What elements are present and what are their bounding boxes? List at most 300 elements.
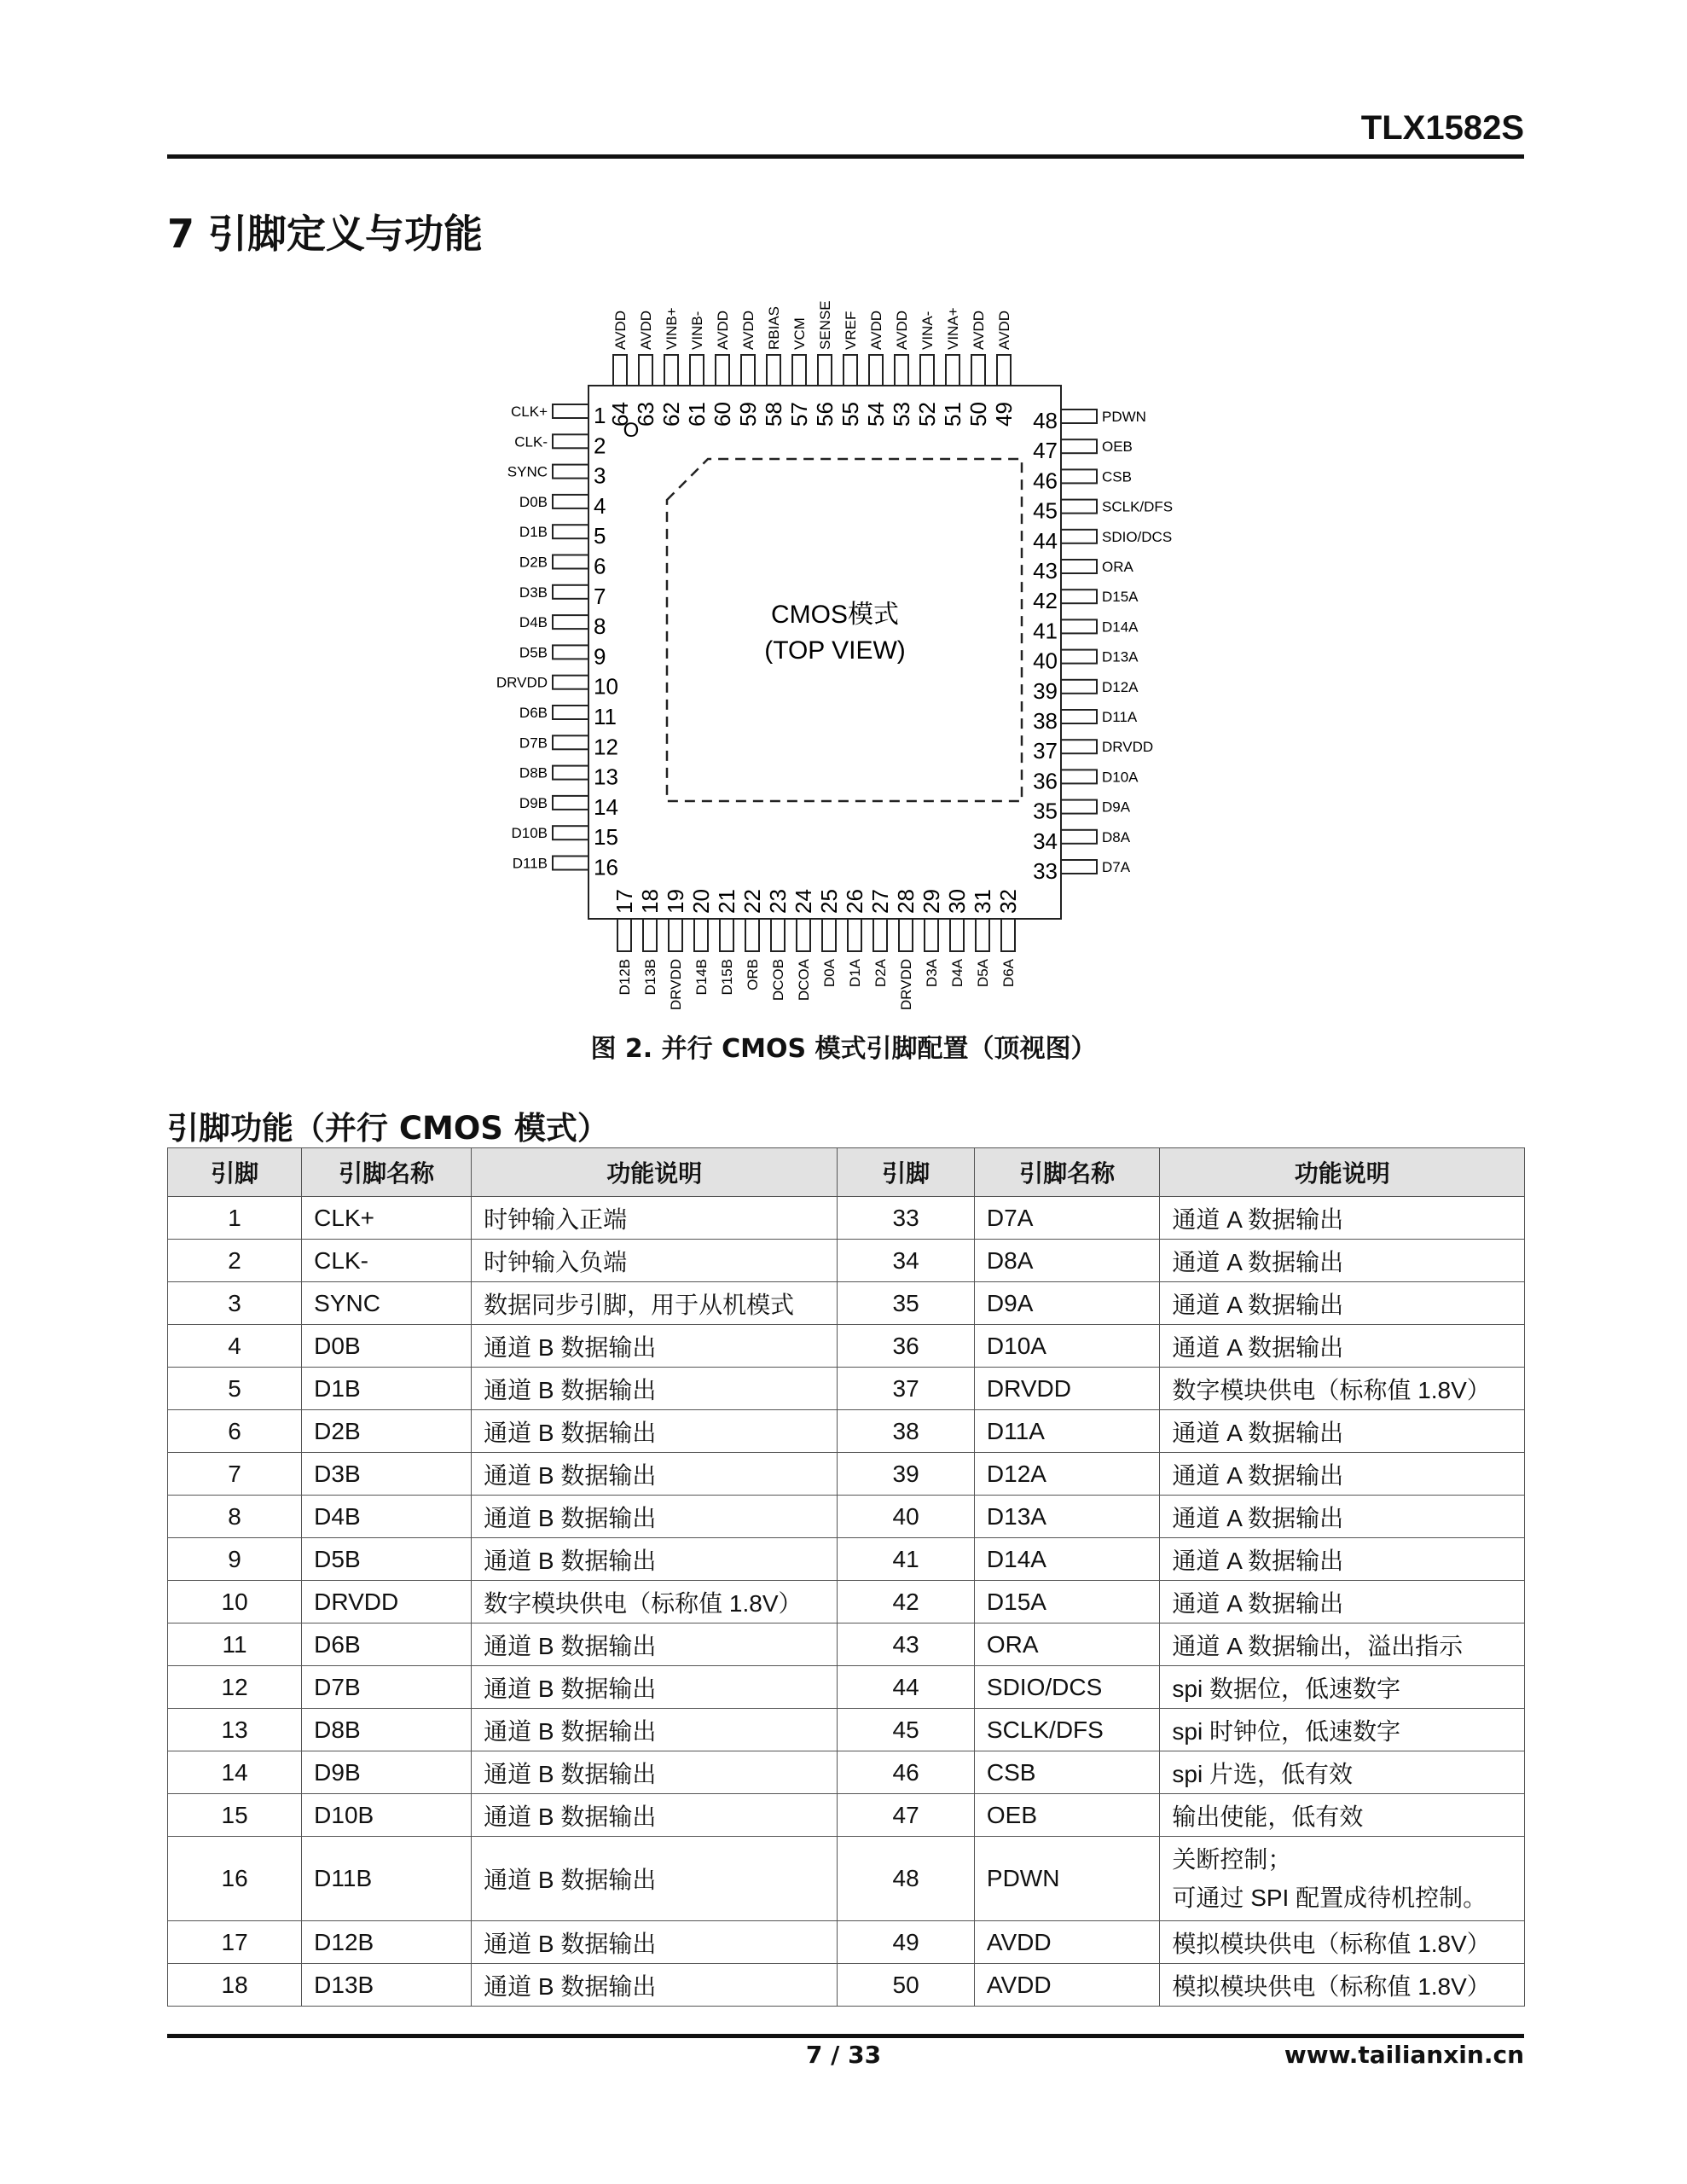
pin-name-label: D10A [1102, 769, 1139, 786]
pin-name-label: VINA+ [945, 307, 961, 350]
function-cell: 通道 A 数据输出 [1160, 1325, 1525, 1368]
pin-name-label: DCOB [770, 959, 786, 1002]
table-row [168, 1240, 1525, 1282]
pin-name-label: D15A [1102, 589, 1139, 606]
pin-lead [1061, 500, 1097, 514]
pin-number: 40 [1033, 648, 1058, 674]
column-header: 功能说明 [1160, 1148, 1525, 1197]
pin-name-label: D7A [1102, 859, 1131, 875]
pin-name-label: VINA- [919, 311, 936, 350]
pin-number: 38 [1033, 708, 1058, 734]
pin-name-label: D12B [617, 959, 633, 996]
pin-number: 5 [594, 523, 606, 549]
pin-lead [720, 919, 733, 951]
table-row [168, 1496, 1525, 1538]
pin-number: 64 [607, 402, 633, 427]
pin-name-label: D10B [511, 825, 548, 842]
pin-name-label: D5B [519, 644, 548, 661]
pin-name-label: D1B [519, 524, 548, 541]
pin-number: 14 [594, 793, 618, 820]
table-row [168, 1538, 1525, 1581]
pin-number: 30 [944, 889, 970, 914]
pin-name-label: DRVDD [898, 959, 914, 1011]
function-cell: 通道 B 数据输出 [472, 1964, 838, 2007]
pin-number-cell: 1 [168, 1197, 302, 1240]
function-cell: 通道 A 数据输出 [1160, 1538, 1525, 1581]
pin-name-label: ORB [745, 959, 761, 990]
pin-number-cell: 39 [838, 1453, 975, 1496]
pin-lead [873, 919, 887, 951]
pin-lead [553, 434, 588, 448]
pin-name-label: D7B [519, 735, 548, 752]
pin-number: 56 [812, 402, 838, 427]
pin-name-label: AVDD [740, 311, 757, 350]
pin-number: 15 [594, 824, 618, 851]
function-cell: 通道 B 数据输出 [472, 1921, 838, 1964]
pin-number: 11 [594, 704, 617, 729]
pin-lead [899, 919, 913, 951]
pin-lead [553, 555, 588, 569]
pin-lead [639, 355, 652, 386]
pin-lead [1061, 710, 1097, 723]
table-row [168, 1368, 1525, 1410]
pin-number: 48 [1033, 408, 1058, 433]
pin-lead [950, 919, 964, 951]
pin-name-cell: OEB [974, 1794, 1160, 1837]
function-cell: 模拟模块供电（标称值 1.8V） [1160, 1964, 1525, 2007]
pin-number: 62 [658, 402, 684, 427]
pin-number: 7 [594, 583, 606, 609]
pin-number-cell: 43 [838, 1623, 975, 1666]
pin-number: 51 [940, 402, 965, 427]
pin-lead [792, 355, 806, 386]
pin-diagram [0, 0, 1687, 1024]
pin-lead [745, 919, 759, 951]
pin-name-cell: D10A [974, 1325, 1160, 1368]
pin-lead [1061, 590, 1097, 603]
section-title: 7 引脚定义与功能 [167, 211, 484, 257]
table-row [168, 1709, 1525, 1751]
pin-name-label: D11B [512, 855, 548, 872]
table-row [168, 1964, 1525, 2007]
function-cell: 通道 A 数据输出 [1160, 1496, 1525, 1538]
column-header: 引脚名称 [302, 1148, 472, 1197]
pin-name-label: SYNC [507, 463, 548, 480]
function-cell: 通道 A 数据输出 [1160, 1240, 1525, 1282]
pin-lead [690, 355, 704, 386]
pin-number: 8 [594, 613, 606, 640]
pin-number: 12 [594, 734, 618, 760]
pin-number: 35 [1033, 798, 1058, 824]
pin-name-cell: D8A [974, 1240, 1160, 1282]
pin-name-label: DCOA [796, 959, 812, 1002]
pin-name-cell: D10B [302, 1794, 472, 1837]
pin-number: 17 [612, 889, 637, 914]
pin-name-label: D2A [872, 959, 889, 988]
pin-name-label: PDWN [1102, 409, 1146, 425]
pin-lead [1061, 619, 1097, 633]
footer-rule [167, 2034, 1524, 2038]
function-cell: 关断控制； 可通过 SPI 配置成待机控制。 [1160, 1837, 1525, 1921]
pin-lead [669, 919, 682, 951]
pin-number: 18 [637, 889, 663, 914]
pin-name-label: AVDD [612, 311, 629, 350]
pin-lead [664, 355, 678, 386]
pin-number-cell: 49 [838, 1921, 975, 1964]
pin-name-label: VINB+ [664, 307, 680, 350]
pin-number-cell: 33 [838, 1197, 975, 1240]
table-row [168, 1410, 1525, 1453]
pin-number: 39 [1033, 677, 1058, 704]
pin-lead [553, 857, 588, 870]
function-cell: 通道 B 数据输出 [472, 1666, 838, 1709]
pin-number: 36 [1033, 768, 1058, 794]
pin-name-cell: DRVDD [974, 1368, 1160, 1410]
pin-number-cell: 42 [838, 1581, 975, 1623]
table-row [168, 1794, 1525, 1837]
function-cell: 通道 A 数据输出 [1160, 1581, 1525, 1623]
pin-name-label: D15B [719, 959, 735, 996]
table-row [168, 1581, 1525, 1623]
pin-name-cell: SCLK/DFS [974, 1709, 1160, 1751]
pin-name-cell: ORA [974, 1623, 1160, 1666]
pin-lead [822, 919, 836, 951]
pin-name-label: D11A [1102, 709, 1138, 725]
pin-lead [553, 495, 588, 508]
pin-name-label: D14A [1102, 619, 1139, 636]
pin-number-cell: 16 [168, 1837, 302, 1921]
pin-number-cell: 34 [838, 1240, 975, 1282]
pin-number-cell: 35 [838, 1282, 975, 1325]
pin-name-cell: D7A [974, 1197, 1160, 1240]
pin-number: 26 [842, 889, 867, 914]
pin-name-label: RBIAS [766, 305, 782, 350]
pin-lead [1061, 439, 1097, 453]
function-cell: 通道 B 数据输出 [472, 1709, 838, 1751]
pin-number: 34 [1033, 828, 1058, 854]
pin-number: 2 [594, 433, 606, 459]
function-cell: 模拟模块供电（标称值 1.8V） [1160, 1921, 1525, 1964]
pin-name-cell: DRVDD [302, 1581, 472, 1623]
function-cell: 通道 B 数据输出 [472, 1538, 838, 1581]
pin-number-cell: 15 [168, 1794, 302, 1837]
pin-name-label: D12A [1102, 678, 1139, 695]
pin-lead [818, 355, 832, 386]
pin-name-cell: D13A [974, 1496, 1160, 1538]
pin-number-cell: 2 [168, 1240, 302, 1282]
function-cell: 通道 B 数据输出 [472, 1453, 838, 1496]
pin-name-label: SDIO/DCS [1102, 528, 1173, 545]
pin-number: 54 [863, 402, 889, 427]
pin-number: 63 [633, 402, 658, 427]
pin-number: 53 [889, 402, 914, 427]
pin-number: 21 [714, 889, 739, 914]
pin-name-cell: CLK- [302, 1240, 472, 1282]
pin-number: 59 [735, 402, 761, 427]
function-cell: 通道 A 数据输出 [1160, 1410, 1525, 1453]
pin-lead [553, 735, 588, 749]
pin-function-table [167, 1147, 1525, 2007]
column-header: 功能说明 [472, 1148, 838, 1197]
pin-name-label: D8A [1102, 828, 1131, 845]
pin-name-cell: D6B [302, 1623, 472, 1666]
pin-name-label: D3A [924, 959, 940, 988]
pin-name-cell: D9A [974, 1282, 1160, 1325]
pin-lead [553, 826, 588, 839]
pin-number-cell: 38 [838, 1410, 975, 1453]
table-row [168, 1197, 1525, 1240]
pin-number: 60 [710, 402, 735, 427]
function-cell: 输出使能，低有效 [1160, 1794, 1525, 1837]
pin-name-label: AVDD [996, 311, 1012, 350]
pin-name-label: DRVDD [1102, 739, 1154, 756]
function-cell: 通道 B 数据输出 [472, 1794, 838, 1837]
pin-lead [553, 766, 588, 780]
pin-number: 41 [1033, 618, 1058, 644]
pin-number: 22 [739, 889, 765, 914]
pin-name-label: D2B [519, 554, 548, 571]
pin-number: 37 [1033, 738, 1058, 764]
pin-name-label: D4B [519, 614, 548, 631]
pin-number-cell: 46 [838, 1751, 975, 1794]
pin-name-cell: D11A [974, 1410, 1160, 1453]
pin-lead [553, 404, 588, 418]
page-number: 7 / 33 [805, 2041, 882, 2069]
pin-number-cell: 3 [168, 1282, 302, 1325]
pin-number: 50 [965, 402, 991, 427]
table-row [168, 1751, 1525, 1794]
pin-name-label: D14B [693, 959, 710, 996]
pin-lead [1061, 800, 1097, 814]
pin-name-label: VREF [843, 311, 859, 350]
table-row [168, 1282, 1525, 1325]
pin1-marker: O [623, 419, 640, 442]
pin-name-label: D0B [519, 493, 548, 510]
pin-number-cell: 37 [838, 1368, 975, 1410]
pin-name-cell: D15A [974, 1581, 1160, 1623]
pin-number-cell: 36 [838, 1325, 975, 1368]
pin-lead [1061, 680, 1097, 694]
pin-number-cell: 14 [168, 1751, 302, 1794]
function-cell: 数据同步引脚，用于从机模式 [472, 1282, 838, 1325]
function-cell: spi 片选，低有效 [1160, 1751, 1525, 1794]
pin-name-label: ORA [1102, 559, 1133, 575]
pin-number: 29 [919, 889, 944, 914]
pin-name-label: D6B [519, 705, 548, 721]
function-cell: 通道 A 数据输出 [1160, 1282, 1525, 1325]
die-outline [667, 459, 1022, 801]
pin-name-label: D6A [1000, 959, 1017, 988]
pin-lead [553, 706, 588, 719]
pin-number-cell: 50 [838, 1964, 975, 2007]
pin-number: 13 [594, 764, 618, 790]
pin-number-cell: 48 [838, 1837, 975, 1921]
pin-number: 24 [791, 889, 816, 914]
pin-lead [971, 355, 985, 386]
pin-lead [1061, 860, 1097, 874]
pin-number-cell: 41 [838, 1538, 975, 1581]
pin-name-cell: D2B [302, 1410, 472, 1453]
pin-number-cell: 9 [168, 1538, 302, 1581]
function-cell: 通道 A 数据输出，溢出指示 [1160, 1623, 1525, 1666]
pin-name-label: AVDD [971, 311, 987, 350]
pin-number: 4 [594, 492, 606, 519]
pin-name-cell: D13B [302, 1964, 472, 2007]
pin-number-cell: 11 [168, 1623, 302, 1666]
pin-name-label: DRVDD [496, 674, 548, 691]
table-row [168, 1453, 1525, 1496]
pin-name-label: D13B [642, 959, 658, 996]
table-row [168, 1623, 1525, 1666]
pin-name-label: D0A [821, 959, 838, 988]
pin-name-label: AVDD [894, 311, 910, 350]
pin-lead [553, 585, 588, 599]
pin-name-cell: AVDD [974, 1964, 1160, 2007]
pin-number-cell: 47 [838, 1794, 975, 1837]
pin-lead [1061, 530, 1097, 543]
pin-number: 28 [893, 889, 919, 914]
pin-name-cell: SYNC [302, 1282, 472, 1325]
pin-lead [553, 615, 588, 629]
function-cell: 通道 A 数据输出 [1160, 1453, 1525, 1496]
table-row [168, 1325, 1525, 1368]
pin-lead [844, 355, 857, 386]
pin-name-cell: D11B [302, 1837, 472, 1921]
pin-name-label: OEB [1102, 439, 1133, 456]
function-cell: 通道 B 数据输出 [472, 1368, 838, 1410]
pin-name-cell: D7B [302, 1666, 472, 1709]
pin-number: 32 [995, 889, 1021, 914]
pin-lead [848, 919, 861, 951]
function-cell: 通道 B 数据输出 [472, 1496, 838, 1538]
function-cell: 通道 A 数据输出 [1160, 1197, 1525, 1240]
pin-number: 58 [761, 402, 786, 427]
table-row [168, 1921, 1525, 1964]
website-link[interactable]: www.tailianxin.cn [1284, 2041, 1524, 2069]
function-cell: 时钟输入负端 [472, 1240, 838, 1282]
function-cell: 数字模块供电（标称值 1.8V） [1160, 1368, 1525, 1410]
pin-number: 19 [663, 889, 688, 914]
pin-number: 10 [594, 673, 618, 700]
pin-number: 47 [1033, 438, 1058, 464]
pin-lead [1001, 919, 1015, 951]
pin-lead [997, 355, 1011, 386]
function-cell: spi 数据位，低速数字 [1160, 1666, 1525, 1709]
pin-lead [1061, 770, 1097, 783]
function-cell: 通道 B 数据输出 [472, 1623, 838, 1666]
pin-lead [553, 645, 588, 659]
pin-lead [1061, 469, 1097, 483]
column-header: 引脚 [838, 1148, 975, 1197]
pin-name-label: CLK+ [511, 404, 548, 420]
pin-name-label: CLK- [514, 433, 548, 450]
pin-name-cell: D12A [974, 1453, 1160, 1496]
pin-lead [946, 355, 959, 386]
pin-name-cell: D1B [302, 1368, 472, 1410]
pin-name-label: AVDD [638, 311, 654, 350]
pin-name-cell: CLK+ [302, 1197, 472, 1240]
pin-number: 46 [1033, 468, 1058, 494]
pin-name-label: VCM [791, 317, 808, 350]
pin-number-cell: 18 [168, 1964, 302, 2007]
pin-lead [797, 919, 810, 951]
pin-name-label: D9A [1102, 799, 1131, 816]
pin-name-label: D3B [519, 584, 548, 601]
pin-lead [1061, 650, 1097, 664]
pin-name-cell: D14A [974, 1538, 1160, 1581]
pin-number-cell: 17 [168, 1921, 302, 1964]
pin-lead [716, 355, 729, 386]
table-title: 引脚功能（并行 CMOS 模式） [167, 1110, 609, 1147]
center-label-mode: CMOS模式 [771, 601, 899, 629]
pin-number: 45 [1033, 497, 1058, 524]
pin-number: 31 [970, 889, 995, 914]
pin-lead [694, 919, 708, 951]
pin-number: 52 [914, 402, 940, 427]
pin-name-cell: D0B [302, 1325, 472, 1368]
function-cell: 通道 B 数据输出 [472, 1325, 838, 1368]
pin-name-cell: D5B [302, 1538, 472, 1581]
pin-number-cell: 45 [838, 1709, 975, 1751]
pin-lead [767, 355, 780, 386]
center-label-view: (TOP VIEW) [764, 636, 906, 665]
pin-name-label: D13A [1102, 648, 1139, 665]
figure-caption: 图 2. 并行 CMOS 模式引脚配置（顶视图） [590, 1034, 1097, 1064]
pin-lead [1061, 560, 1097, 573]
pin-number: 49 [991, 402, 1017, 427]
pin-number: 55 [838, 402, 863, 427]
pin-name-label: D8B [519, 764, 548, 781]
pin-lead [553, 796, 588, 810]
pin-name-label: AVDD [715, 311, 731, 350]
pin-lead [617, 919, 631, 951]
pin-name-label: D4A [949, 959, 965, 988]
column-header: 引脚名称 [974, 1148, 1160, 1197]
pin-name-cell: PDWN [974, 1837, 1160, 1921]
pin-number: 20 [688, 889, 714, 914]
pin-lead [771, 919, 785, 951]
pin-number: 23 [765, 889, 791, 914]
pin-lead [869, 355, 883, 386]
pin-lead [1061, 740, 1097, 753]
pin-name-cell: D3B [302, 1453, 472, 1496]
function-cell: 通道 B 数据输出 [472, 1751, 838, 1794]
pin-number-cell: 44 [838, 1666, 975, 1709]
pin-name-label: CSB [1102, 468, 1132, 485]
pin-name-label: AVDD [868, 311, 884, 350]
pin-number: 3 [594, 462, 606, 489]
pin-number: 42 [1033, 588, 1058, 614]
pin-lead [553, 465, 588, 479]
pin-number-cell: 40 [838, 1496, 975, 1538]
document-id: TLX1582S [1360, 109, 1524, 147]
pin-number: 43 [1033, 558, 1058, 584]
function-cell: spi 时钟位，低速数字 [1160, 1709, 1525, 1751]
table-header-row [168, 1148, 1525, 1197]
pin-lead [1061, 410, 1097, 423]
pin-name-label: SENSE [817, 300, 833, 350]
pin-number-cell: 8 [168, 1496, 302, 1538]
pin-number: 44 [1033, 527, 1058, 554]
pin-name-cell: D8B [302, 1709, 472, 1751]
pin-name-label: D5A [975, 959, 991, 988]
pin-name-label: D1A [847, 959, 863, 988]
pin-number-cell: 12 [168, 1666, 302, 1709]
table-row [168, 1666, 1525, 1709]
pin-name-cell: AVDD [974, 1921, 1160, 1964]
pin-number: 1 [594, 403, 606, 428]
pin-name-label: SCLK/DFS [1102, 498, 1174, 515]
